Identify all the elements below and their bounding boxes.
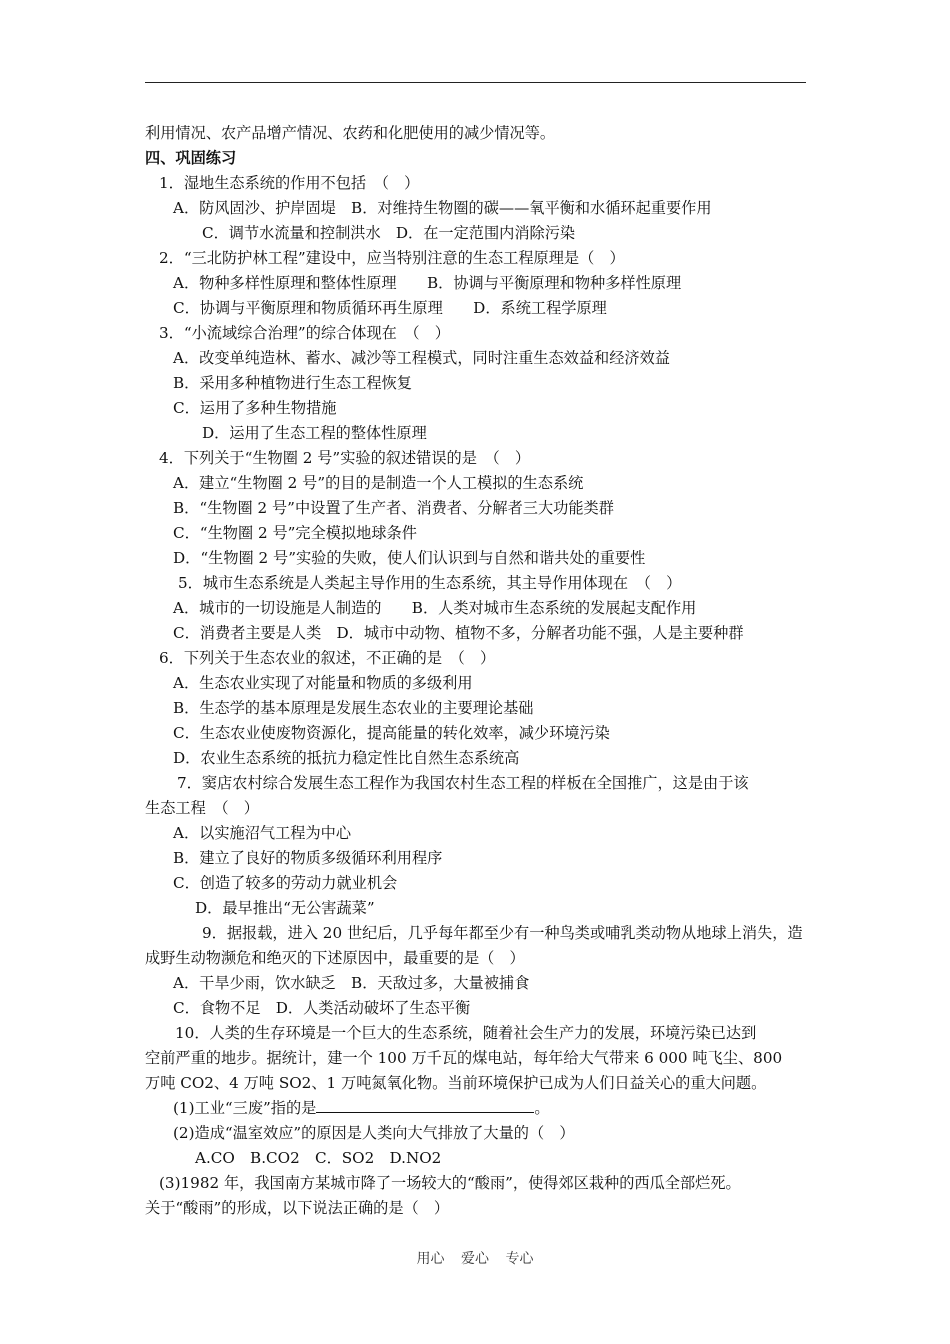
option-line: C．生态农业使废物资源化，提高能量的转化效率，减少环境污染 bbox=[173, 724, 610, 742]
sub-question-end: 。 bbox=[534, 1099, 550, 1117]
footer-text: 用心 bbox=[416, 1251, 445, 1267]
option-line: A．城市的一切设施是人制造的 B．人类对城市生态系统的发展起支配作用 bbox=[173, 599, 697, 617]
question-10: 10．人类的生存环境是一个巨大的生态系统，随着社会生产力的发展，环境污染已达到 bbox=[175, 1024, 757, 1042]
option-line: C．“生物圈 2 号”完全模拟地球条件 bbox=[173, 524, 417, 542]
question-6: 6．下列关于生态农业的叙述，不正确的是 （ ） bbox=[159, 649, 496, 667]
question-4: 4．下列关于“生物圈 2 号”实验的叙述错误的是 （ ） bbox=[159, 449, 531, 467]
question-3: 3．“小流域综合治理”的综合体现在 （ ） bbox=[159, 324, 450, 342]
question-1: 1．湿地生态系统的作用不包括 （ ） bbox=[159, 174, 420, 192]
option-line: A.CO B.CO2 C．SO2 D.NO2 bbox=[195, 1149, 442, 1167]
option-line: A．建立“生物圈 2 号”的目的是制造一个人工模拟的生态系统 bbox=[173, 474, 584, 492]
option-line: A．干旱少雨，饮水缺乏 B．天敌过多，大量被捕食 bbox=[173, 974, 530, 992]
option-line: C．运用了多种生物措施 bbox=[173, 399, 337, 417]
option-line: D．农业生态系统的抵抗力稳定性比自然生态系统高 bbox=[173, 749, 520, 767]
option-line: B．“生物圈 2 号”中设置了生产者、消费者、分解者三大功能类群 bbox=[173, 499, 614, 517]
text-line: 利用情况、农产品增产情况、农药和化肥使用的减少情况等。 bbox=[145, 124, 556, 142]
sub-question-1 bbox=[145, 1096, 807, 1121]
option-line: A．物种多样性原理和整体性原理 B．协调与平衡原理和物种多样性原理 bbox=[173, 274, 682, 292]
option-line: D．“生物圈 2 号”实验的失败，使人们认识到与自然和谐共处的重要性 bbox=[173, 549, 646, 567]
option-line: B．建立了良好的物质多级循环利用程序 bbox=[173, 849, 443, 867]
option-line: A．防风固沙、护岸固堤 B．对维持生物圈的碳——氧平衡和水循环起重要作用 bbox=[173, 199, 712, 217]
option-line: D．运用了生态工程的整体性原理 bbox=[202, 424, 427, 442]
answer-blank bbox=[316, 1098, 534, 1113]
option-line: B．采用多种植物进行生态工程恢复 bbox=[173, 374, 412, 392]
text-line: 空前严重的地步。据统计，建一个 100 万千瓦的煤电站，每年给大气带来 6 000 吨飞尘、800 bbox=[145, 1049, 783, 1067]
option-line: A．改变单纯造林、蓄水、减沙等工程模式，同时注重生态效益和经济效益 bbox=[173, 349, 670, 367]
text-line: 万吨 CO2、4 万吨 SO2、1 万吨氮氧化物。当前环境保护已成为人们日益关心的重大问题。 bbox=[145, 1074, 767, 1092]
option-line: C．食物不足 D．人类活动破坏了生态平衡 bbox=[173, 999, 471, 1017]
page-footer bbox=[0, 1248, 950, 1268]
option-line: C．创造了较多的劳动力就业机会 bbox=[173, 874, 398, 892]
option-line: D．最早推出“无公害蔬菜” bbox=[195, 899, 375, 917]
option-line: C．协调与平衡原理和物质循环再生原理 D．系统工程学原理 bbox=[173, 299, 607, 317]
text-line: 成野生动物濒危和绝灭的下述原因中，最重要的是（ ） bbox=[145, 949, 525, 967]
option-line: C．消费者主要是人类 D．城市中动物、植物不多，分解者功能不强，人是主要种群 bbox=[173, 624, 744, 642]
text-line: 关于“酸雨”的形成，以下说法正确的是（ ） bbox=[145, 1199, 450, 1217]
sub-question-2: (2)造成“温室效应”的原因是人类向大气排放了大量的（ ） bbox=[173, 1124, 575, 1142]
footer-text: 爱心 bbox=[461, 1251, 489, 1267]
text-line: 生态工程 （ ） bbox=[145, 799, 259, 817]
option-line: A．生态农业实现了对能量和物质的多级利用 bbox=[173, 674, 473, 692]
question-5: 5．城市生态系统是人类起主导作用的生态系统，其主导作用体现在 （ ） bbox=[178, 574, 682, 592]
question-2: 2．“三北防护林工程”建设中，应当特别注意的生态工程原理是（ ） bbox=[159, 249, 625, 267]
question-9: 9．据报载，进入 20 世纪后，几乎每年都至少有一种鸟类或哺乳类动物从地球上消失，造 bbox=[202, 924, 803, 942]
option-line: C．调节水流量和控制洪水 D．在一定范围内消除污染 bbox=[202, 224, 576, 242]
option-line: B．生态学的基本原理是发展生态农业的主要理论基础 bbox=[173, 699, 534, 717]
question-7: 7．窦店农村综合发展生态工程作为我国农村生态工程的样板在全国推广，这是由于该 bbox=[177, 774, 749, 792]
footer-text: 专心 bbox=[505, 1251, 534, 1267]
section-heading: 四、巩固练习 bbox=[145, 149, 237, 167]
document-body bbox=[145, 121, 807, 1221]
header-rule bbox=[145, 82, 806, 83]
option-line: A．以实施沼气工程为中心 bbox=[173, 824, 352, 842]
sub-question-text: (1)工业“三废”指的是 bbox=[173, 1099, 317, 1117]
sub-question-3: (3)1982 年，我国南方某城市降了一场较大的“酸雨”，使得郊区栽种的西瓜全部烂死。 bbox=[159, 1174, 741, 1192]
